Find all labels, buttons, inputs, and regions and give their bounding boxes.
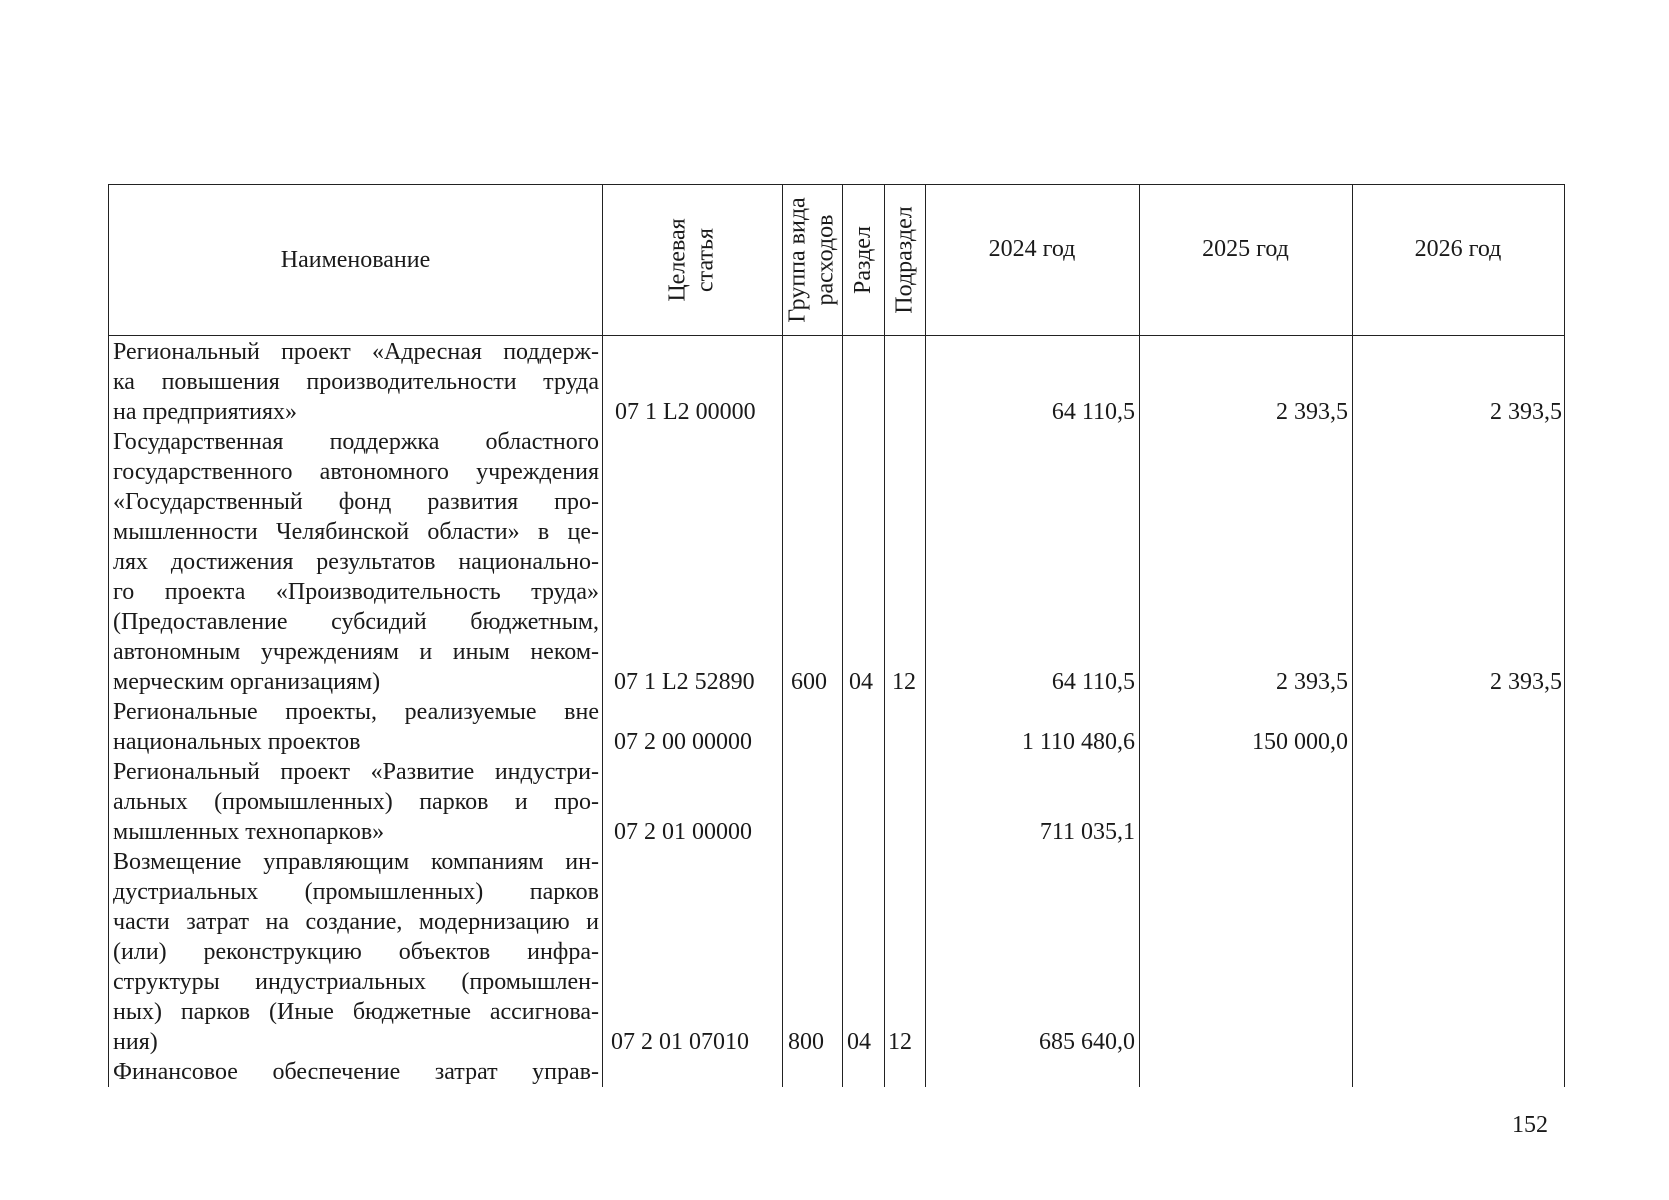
header-target-article: Целевая статья (664, 218, 719, 302)
row-2024: 64 110,5 (1051, 399, 1135, 425)
row-name: Государственная поддержка областного государственного автономного учреждения «Государственный фонд развития про- мышленности Челябинской области» в це- лях достижения результатов национально- го проекта «Производительность труда» (Предоставление субсидий бюджетным, автономным учреждениям и иным неком- мерческим организациям) (113, 429, 599, 695)
header-2026: 2026 год (1414, 236, 1502, 262)
row-name: Региональный проект «Развитие индустри- альных (промышленных) парков и про- мышленных технопарков» (113, 759, 599, 845)
row-code: 07 2 00 00000 (614, 729, 752, 755)
row-group: 600 (791, 669, 827, 695)
page-number: 152 (1512, 1112, 1548, 1138)
row-name: Региональный проект «Адресная поддерж- ка повышения производительности труда на предприятиях» (113, 339, 599, 425)
header-name: Наименование (280, 247, 431, 273)
row-code: 07 2 01 07010 (611, 1029, 749, 1055)
row-2025: 2 393,5 (1276, 399, 1348, 425)
budget-table (108, 184, 1565, 1087)
header-subsection: Подраздел (891, 206, 918, 314)
row-2024: 64 110,5 (1051, 669, 1135, 695)
row-2024: 685 640,0 (1039, 1029, 1135, 1055)
header-divider (109, 335, 1564, 336)
row-code: 07 1 L2 00000 (615, 399, 756, 425)
row-2026: 2 393,5 (1490, 669, 1562, 695)
row-2025: 2 393,5 (1276, 669, 1348, 695)
header-2025: 2025 год (1202, 236, 1289, 262)
header-2024: 2024 год (988, 236, 1076, 262)
row-name: Возмещение управляющим компаниям ин- дустриальных (промышленных) парков части затрат на создание, модернизацию и (или) реконструкцию объектов инфра- структуры индустриальных (промышлен- ных) парков (Иные бюджетные ассигнова- ния) (113, 849, 599, 1055)
row-group: 800 (788, 1029, 824, 1055)
row-2024: 711 035,1 (1039, 819, 1135, 845)
row-subsection: 12 (892, 669, 916, 695)
row-2025: 150 000,0 (1252, 729, 1348, 755)
row-subsection: 12 (888, 1029, 912, 1055)
header-section: Раздел (850, 226, 877, 294)
row-2024: 1 110 480,6 (1021, 729, 1135, 755)
row-section: 04 (847, 1029, 871, 1055)
row-code: 07 1 L2 52890 (614, 669, 755, 695)
row-code: 07 2 01 00000 (614, 819, 752, 845)
header-expense-group: Группа вида расходов (785, 197, 839, 323)
row-name: Финансовое обеспечение затрат управ- (113, 1059, 599, 1085)
row-section: 04 (849, 669, 873, 695)
row-name: Региональные проекты, реализуемые вне национальных проектов (113, 699, 599, 755)
row-2026: 2 393,5 (1490, 399, 1562, 425)
